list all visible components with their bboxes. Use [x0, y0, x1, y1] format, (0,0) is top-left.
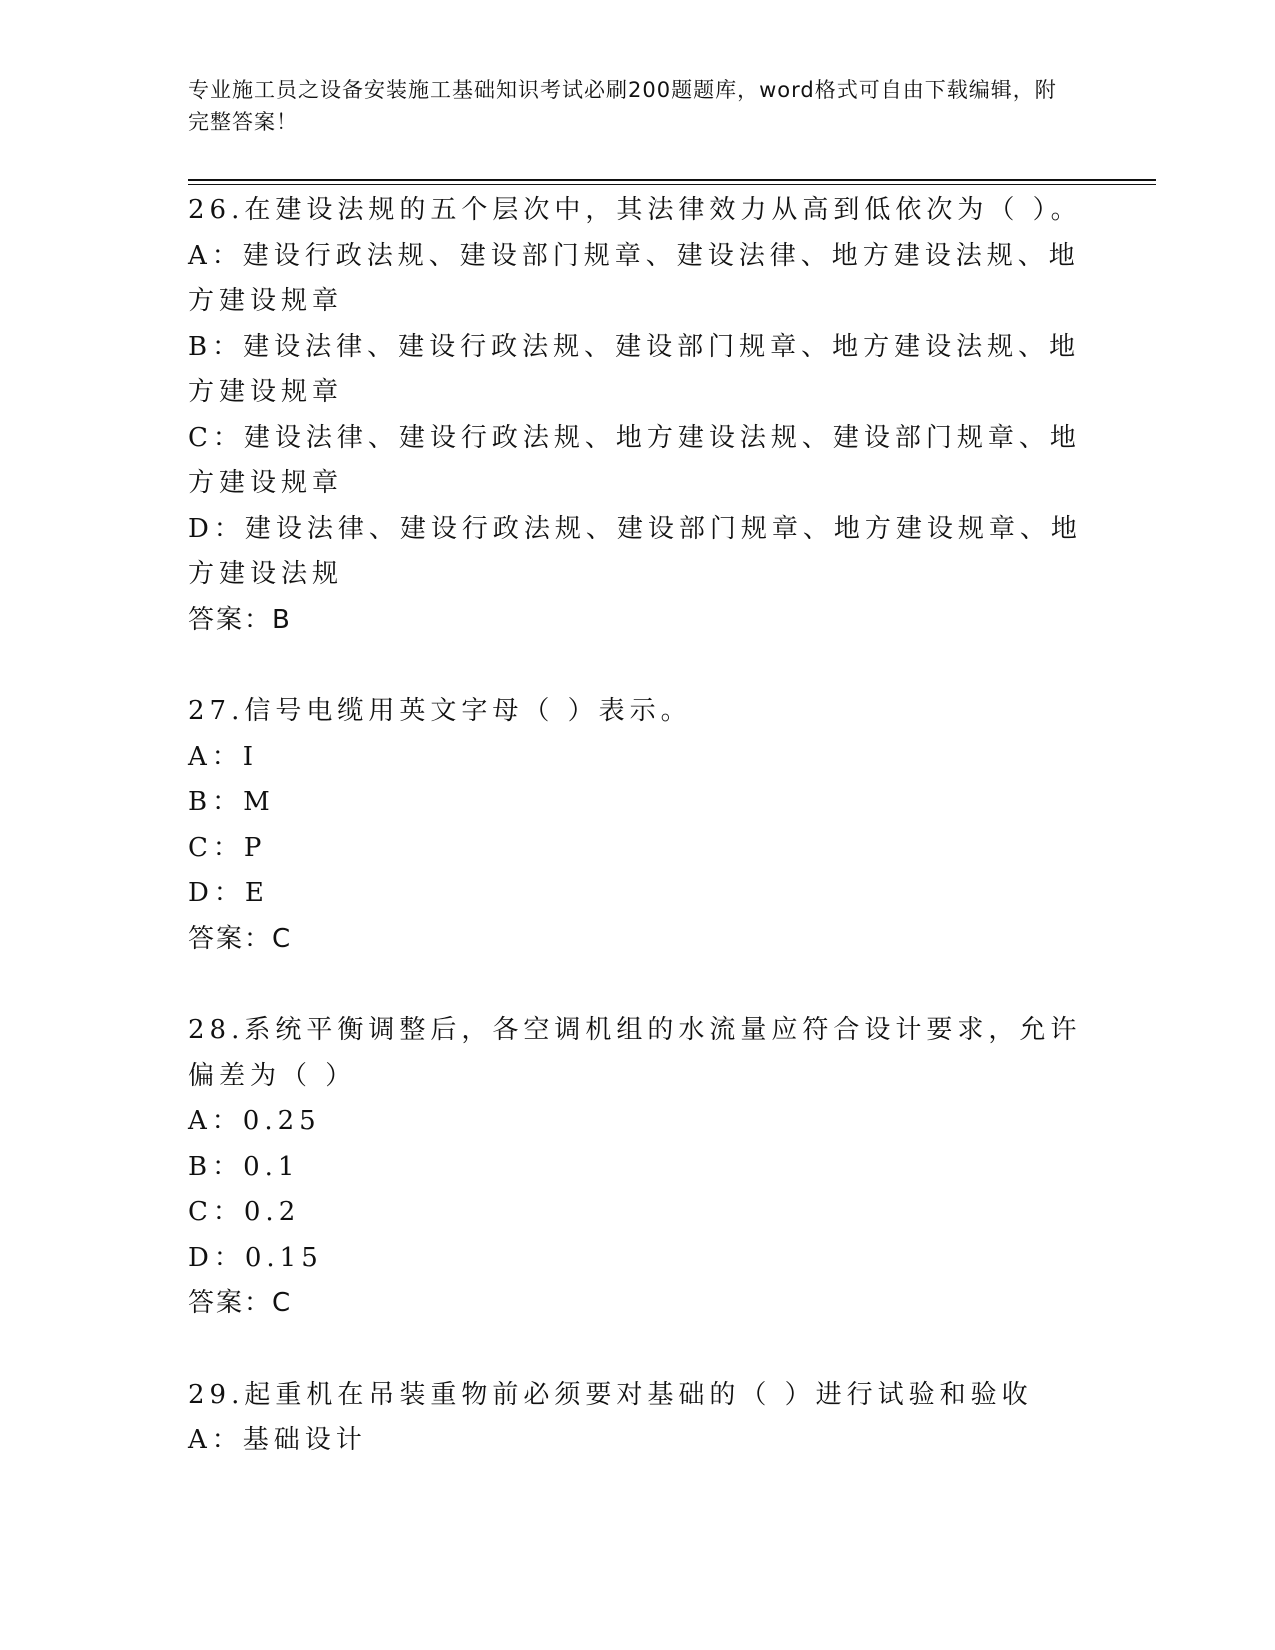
header-divider-thin	[188, 184, 1156, 185]
option-d: D：建设法律、建设行政法规、建设部门规章、地方建设规章、地方建设法规	[188, 513, 1082, 589]
document-header: 专业施工员之设备安装施工基础知识考试必刷200题题库，word格式可自由下载编辑，附完整答案！	[188, 78, 1057, 134]
option-b: B：建设法律、建设行政法规、建设部门规章、地方建设法规、地方建设规章	[188, 331, 1081, 407]
question-stem: 28.系统平衡调整后，各空调机组的水流量应符合设计要求，允许偏差为（ ）	[188, 1015, 1082, 1091]
header-divider-thick	[188, 179, 1156, 181]
option-d: D：0.15	[188, 1242, 323, 1273]
option-b: B：M	[188, 787, 275, 817]
answer-label: 答案：B	[188, 604, 292, 635]
question-stem: 27.信号电缆用英文字母（ ）表示。	[188, 696, 692, 726]
question-list	[188, 188, 1088, 1510]
option-b: B：0.1	[188, 1151, 300, 1182]
answer-label: 答案：C	[188, 923, 293, 954]
option-d: D：E	[188, 878, 269, 908]
question-stem: 26.在建设法规的五个层次中，其法律效力从高到低依次为（ ）。	[188, 195, 1082, 225]
question-26	[188, 188, 1088, 643]
option-c: C：建设法律、建设行政法规、地方建设法规、建设部门规章、地方建设规章	[188, 422, 1081, 498]
question-27	[188, 689, 1088, 962]
question-29	[188, 1373, 1088, 1464]
option-c: C：P	[188, 832, 267, 863]
option-c: C：0.2	[188, 1197, 301, 1227]
answer-label: 答案：C	[188, 1288, 293, 1318]
option-a: A：基础设计	[188, 1425, 367, 1455]
option-a: A：0.25	[188, 1106, 321, 1136]
question-stem: 29.起重机在吊装重物前必须要对基础的（ ）进行试验和验收	[188, 1379, 1033, 1410]
question-28	[188, 1008, 1088, 1327]
option-a: A：建设行政法规、建设部门规章、建设法律、地方建设法规、地方建设规章	[188, 240, 1080, 316]
option-a: A：I	[188, 741, 259, 772]
